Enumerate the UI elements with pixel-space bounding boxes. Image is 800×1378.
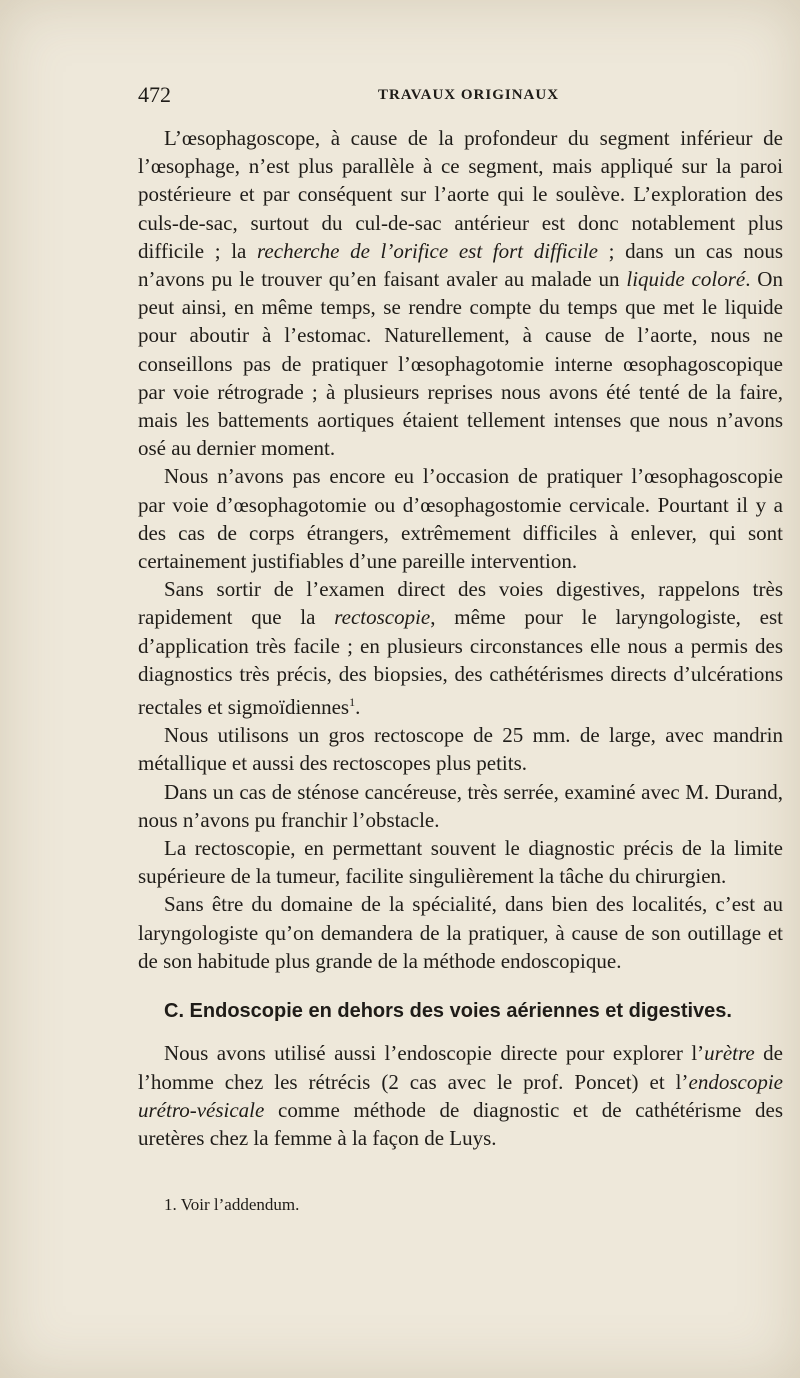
paragraph-3: [138, 575, 783, 721]
text-run: . On peut ainsi, en même temps, se rendre compte du temps que met le liquide pour aboutir à l’estomac. Naturellement, à cause de l’aorte, nous ne conseillons pas de pratiquer l’œsophagotomie interne œsophagoscopique par voie rétrograde ; à plusieurs reprises nous avons été tenté de la faire, mais les battements aortiques étaient tellement intenses que nous n’avons osé au dernier moment.: [138, 267, 783, 461]
page-header: [138, 82, 783, 112]
text-run: Sans sortir de l’examen direct des voies digestives, rappelons très rapidement que la: [138, 577, 783, 630]
text-run: .: [355, 695, 361, 720]
text-run: , même pour le laryngologiste, est d’application très facile ; en plusieurs circonstances elle nous a permis des diagnostics très précis, des biopsies, des cathétérismes directs d’ulcérations rectales et sigmoïdiennes: [138, 605, 784, 720]
paragraph-7: Sans être du domaine de la spécialité, dans bien des localités, c’est au laryngologiste qu’on demandera de la pratiquer, à cause de son outillage et de son habitude plus grande de la méthode endoscopique.: [138, 892, 783, 973]
text-run: de l’homme chez les rétrécis (2 cas avec le prof. Poncet) et l’: [138, 1041, 783, 1094]
paragraph-5: Dans un cas de sténose cancéreuse, très serrée, examiné avec M. Durand, nous n’avons pu franchir l’obstacle.: [138, 779, 783, 832]
paragraph-6: La rectoscopie, en permettant souvent le diagnostic précis de la limite supérieure de la tumeur, facilite singulièrement la tâche du chirurgien.: [138, 836, 783, 889]
section-heading: C. Endoscopie en dehors des voies aériennes et digestives.: [164, 1000, 732, 1023]
body-text: [138, 124, 783, 1152]
italic-run: urètre: [704, 1041, 755, 1066]
text-run: L’œsophagoscope, à cause de la profondeur du segment inférieur de l’œsophage, n’est plus parallèle à ce segment, mais appliqué sur la paroi postérieure et par conséquent sur l’aorte qui le soulève. L’exploration des culs-de-sac, surtout du cul-de-sac antérieur est donc notablement plus difficile ; la: [138, 126, 783, 263]
text-run: ; dans un cas nous n’avons pu le trouver qu’en faisant avaler au malade un: [138, 238, 784, 292]
running-head: TRAVAUX ORIGINAUX: [378, 87, 560, 103]
text-run: Nous avons utilisé aussi l’endoscopie directe pour explorer l’: [164, 1041, 705, 1066]
page-number: 472: [138, 82, 171, 107]
italic-run: recherche de l’orifice est fort difficile: [257, 238, 598, 263]
paragraph-2: Nous n’avons pas encore eu l’occasion de pratiquer l’œsophagoscopie par voie d’œsophagotomie ou d’œsophagostomie cervicale. Pourtant il y a des cas de corps étrangers, extrêmement difficiles à enlever, qui sont certainement justifiables d’une pareille intervention.: [138, 464, 783, 574]
paragraph-4: Nous utilisons un gros rectoscope de 25 mm. de large, avec mandrin métallique et aussi des rectoscopes plus petits.: [138, 723, 783, 776]
italic-run: liquide coloré: [626, 267, 746, 292]
paragraph-8: [138, 1039, 783, 1152]
paragraph-1: [138, 124, 783, 462]
italic-run: endoscopie urétro-vésicale: [138, 1069, 783, 1122]
text-run: comme méthode de diagnostic et de cathétérisme des uretères chez la femme à la façon de Luys.: [138, 1097, 783, 1150]
italic-run: rectoscopie: [334, 605, 431, 630]
footnote-ref: 1: [349, 695, 356, 710]
footnote: 1. Voir l’addendum.: [164, 1195, 300, 1214]
